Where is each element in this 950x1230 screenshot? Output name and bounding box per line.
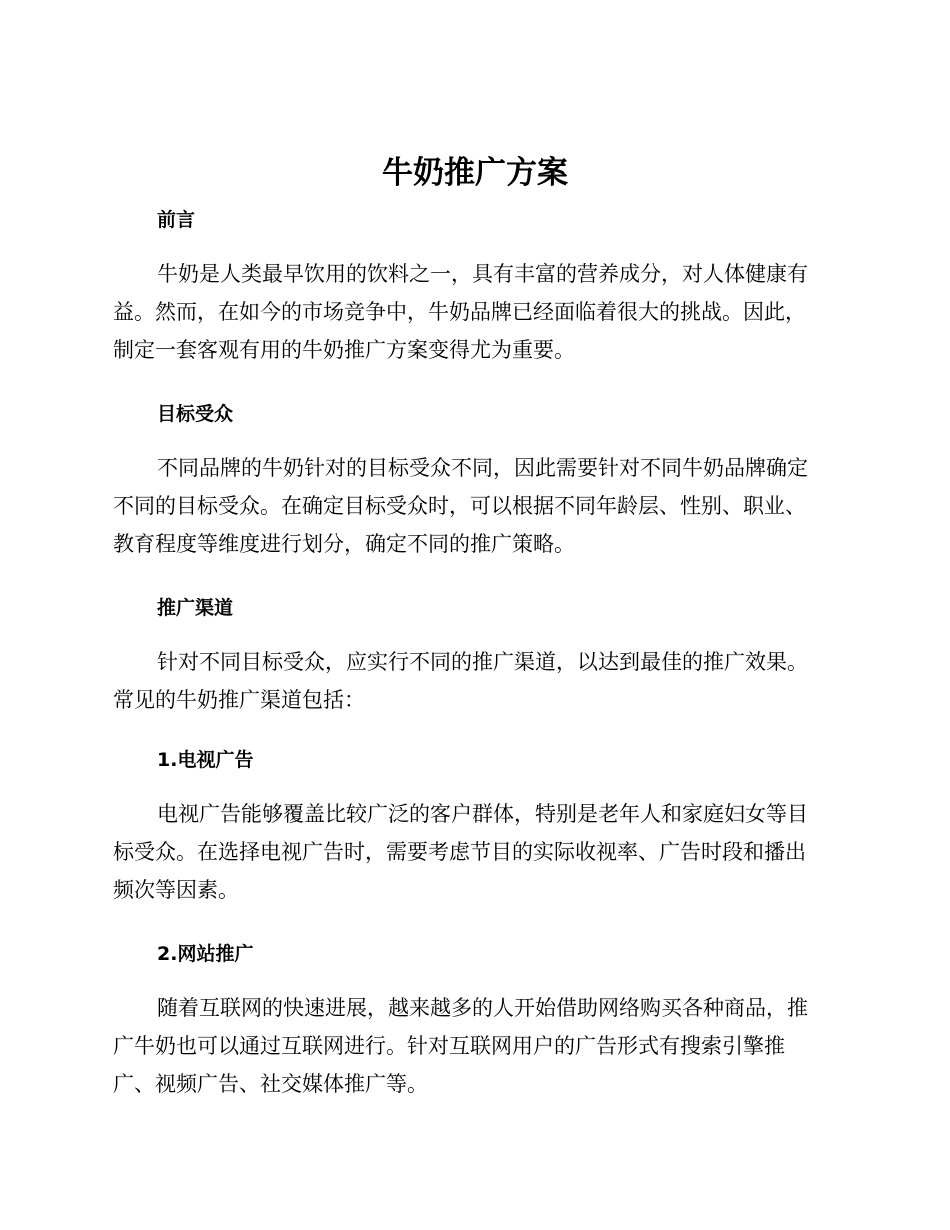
paragraph-line: 常见的牛奶推广渠道包括： [113,688,365,712]
section-paragraph-preface [113,255,833,369]
paragraph-line: 针对不同目标受众，应实行不同的推广渠道，以达到最佳的推广效果。 [157,650,808,674]
paragraph-line: 教育程度等维度进行划分，确定不同的推广策略。 [113,532,575,556]
paragraph-line: 制定一套客观有用的牛奶推广方案变得尤为重要。 [113,338,575,362]
paragraph-line: 牛奶是人类最早饮用的饮料之一，具有丰富的营养成分，对人体健康有 [157,262,808,286]
section-paragraph-web-promotion [113,989,833,1103]
paragraph-line: 随着互联网的快速进展，越来越多的人开始借助网络购买各种商品，推 [157,996,808,1020]
paragraph-line: 不同品牌的牛奶针对的目标受众不同，因此需要针对不同牛奶品牌确定 [157,456,808,480]
section-paragraph-target-audience [113,449,833,563]
section-heading-channels: 推广渠道 [157,597,234,619]
paragraph-line: 广牛奶也可以通过互联网进行。针对互联网用户的广告形式有搜索引擎推 [113,1034,785,1058]
paragraph-line: 标受众。在选择电视广告时，需要考虑节目的实际收视率、广告时段和播出 [113,840,806,864]
paragraph-line: 电视广告能够覆盖比较广泛的客户群体，特别是老年人和家庭妇女等目 [157,802,808,826]
paragraph-line: 广、视频广告、社交媒体推广等。 [113,1072,428,1096]
section-heading-tv-ads: 1.电视广告 [157,749,254,771]
section-paragraph-tv-ads [113,795,833,909]
section-heading-web-promotion: 2.网站推广 [157,943,254,965]
paragraph-line: 益。然而，在如今的市场竞争中，牛奶品牌已经面临着很大的挑战。因此， [113,300,806,324]
paragraph-line: 不同的目标受众。在确定目标受众时，可以根据不同年龄层、性别、职业、 [113,494,806,518]
paragraph-line: 频次等因素。 [113,878,239,902]
section-heading-preface: 前言 [157,209,196,231]
section-heading-target-audience: 目标受众 [157,403,234,425]
document-title: 牛奶推广方案 [382,155,568,191]
section-paragraph-channels [113,643,833,719]
